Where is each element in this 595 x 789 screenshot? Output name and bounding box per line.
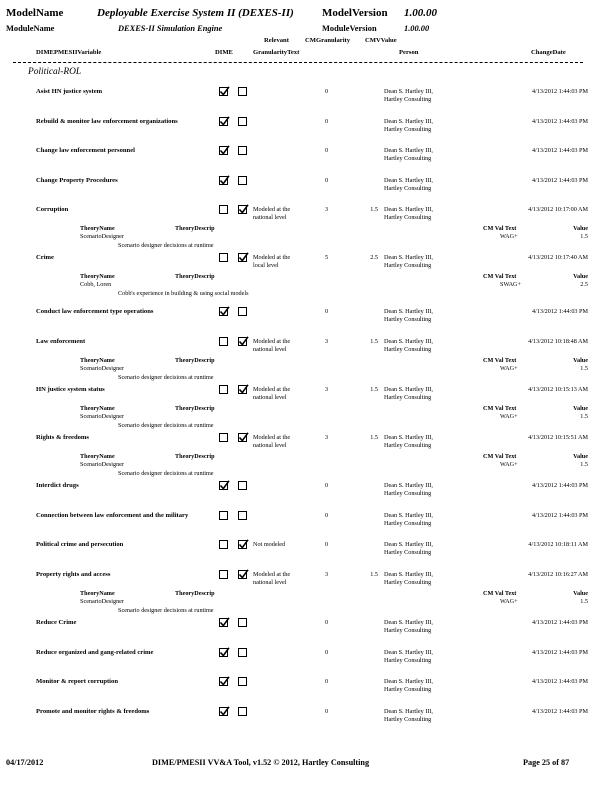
relevant-checkbox[interactable] [238,117,247,126]
granularity-text: Modeled at the local level [253,254,291,269]
theory-name: ScenarioDesigner [80,461,124,468]
relevant-checkbox[interactable] [238,540,247,549]
theory-descrip: Scenario designer decisions at runtime [118,422,214,429]
cmv-value: 1.5 [370,338,378,345]
variable-name: Property rights and access [36,571,111,578]
change-date: 4/13/2012 1:44:03 PM [531,177,588,184]
change-date: 4/13/2012 1:44:03 PM [531,482,588,489]
relevant-checkbox[interactable] [238,253,247,262]
record-row [0,205,595,249]
col-granularity-text: GranularityText [253,49,300,56]
cm-val-text-label: CM Val Text [483,225,517,232]
person-name: Dean S. Hartley III, [384,147,433,154]
theory-name-label: TheoryName [80,590,115,597]
dime-checkbox[interactable] [219,648,228,657]
theory-name: ScenarioDesigner [80,598,124,605]
person-company: Hartley Consulting [384,346,432,353]
person-company: Hartley Consulting [384,126,432,133]
col-person: Person [399,49,419,56]
relevant-checkbox[interactable] [238,337,247,346]
change-date: 4/13/2012 1:44:03 PM [531,708,588,715]
theory-descrip-label: TheoryDescrip [175,405,215,412]
cm-granularity: 0 [325,482,329,489]
variable-name: Reduce organized and gang-related crime [36,649,154,656]
change-date: 4/13/2012 10:18:11 AM [528,541,588,548]
relevant-checkbox[interactable] [238,570,247,579]
variable-name: Corruption [36,206,69,213]
person-company: Hartley Consulting [384,549,432,556]
dime-checkbox[interactable] [219,176,228,185]
relevant-checkbox[interactable] [238,176,247,185]
col-cm-granularity: CMGranularity [305,37,351,44]
granularity-text: Not modeled [253,541,286,548]
module-name-value: DEXES-II Simulation Engine [118,24,223,33]
person-company: Hartley Consulting [384,262,432,269]
theory-descrip-label: TheoryDescrip [175,225,215,232]
cm-granularity: 5 [325,254,329,261]
record-row [0,677,595,693]
record-row [0,648,595,664]
change-date: 4/13/2012 10:17:00 AM [528,206,588,213]
cm-val-text: WAG+ [500,413,518,420]
theory-descrip: Scenario designer decisions at runtime [118,374,214,381]
footer-date: 04/17/2012 [6,758,44,767]
theory-descrip-label: TheoryDescrip [175,357,215,364]
record-row [0,433,595,477]
col-change-date: ChangeDate [531,49,566,56]
person-company: Hartley Consulting [384,155,432,162]
theory-descrip-label: TheoryDescrip [175,273,215,280]
person-name: Dean S. Hartley III, [384,678,433,685]
person-name: Dean S. Hartley III, [384,434,433,441]
record-row [0,540,595,556]
relevant-checkbox[interactable] [238,618,247,627]
change-date: 4/13/2012 1:44:03 PM [531,308,588,315]
model-version-value: 1.00.00 [404,7,437,19]
granularity-text: Modeled at the national level [253,434,291,449]
relevant-checkbox[interactable] [238,385,247,394]
cm-val-text-label: CM Val Text [483,405,517,412]
dime-checkbox[interactable] [219,511,228,520]
theory-name: Cobb, Loren [80,281,112,288]
cm-granularity: 0 [325,308,329,315]
granularity-text: Modeled at the national level [253,386,291,401]
cm-val-text-label: CM Val Text [483,357,517,364]
theory-descrip: Scenario designer decisions at runtime [118,242,214,249]
theory-descrip-label: TheoryDescrip [175,590,215,597]
theory-name-label: TheoryName [80,225,115,232]
col-cmv-value: CMVValue [365,37,397,44]
dime-checkbox[interactable] [219,117,228,126]
person-name: Dean S. Hartley III, [384,541,433,548]
change-date: 4/13/2012 10:18:48 AM [528,338,588,345]
variable-name: Monitor & report corruption [36,678,118,685]
model-version-label: ModelVersion [322,7,388,19]
person-company: Hartley Consulting [384,686,432,693]
variable-name: HN justice system status [36,386,105,393]
record-row [0,570,595,614]
theory-name-label: TheoryName [80,405,115,412]
cmv-value: 1.5 [370,206,378,213]
change-date: 4/13/2012 1:44:03 PM [531,619,588,626]
dime-checkbox[interactable] [219,307,228,316]
record-row [0,146,595,162]
relevant-checkbox[interactable] [238,707,247,716]
cm-val-text-label: CM Val Text [483,590,517,597]
header-divider [13,62,583,63]
granularity-text: Modeled at the national level [253,206,291,221]
cm-granularity: 0 [325,147,329,154]
change-date: 4/13/2012 10:15:51 AM [528,434,588,441]
variable-name: Political crime and persecution [36,541,124,548]
cm-granularity: 0 [325,118,329,125]
footer-tool: DIME/PMESII VV&A Tool, v1.52 © 2012, Hartley Consulting [152,758,370,767]
cmv-value: 2.5 [370,254,378,261]
granularity-text: Modeled at the national level [253,338,291,353]
variable-name: Reduce Crime [36,619,77,626]
theory-name-label: TheoryName [80,273,115,280]
person-name: Dean S. Hartley III, [384,571,433,578]
cmv-value: 1.5 [370,434,378,441]
record-row [0,385,595,429]
person-company: Hartley Consulting [384,185,432,192]
dime-checkbox[interactable] [219,707,228,716]
change-date: 4/13/2012 10:17:40 AM [528,254,588,261]
person-name: Dean S. Hartley III, [384,619,433,626]
cm-granularity: 3 [325,338,329,345]
change-date: 4/13/2012 1:44:03 PM [531,678,588,685]
record-row [0,176,595,192]
variable-name: Promote and monitor rights & freedoms [36,708,150,715]
model-name-label: ModelName [6,7,64,19]
person-company: Hartley Consulting [384,520,432,527]
relevant-checkbox[interactable] [238,433,247,442]
person-name: Dean S. Hartley III, [384,254,433,261]
relevant-checkbox[interactable] [238,648,247,657]
record-row [0,618,595,634]
col-variable: DIMEPMESIIVariable [36,49,102,56]
cm-granularity: 0 [325,541,329,548]
record-row [0,253,595,297]
theory-name: ScenarioDesigner [80,233,124,240]
cm-granularity: 3 [325,206,329,213]
theory-value: 2.5 [580,281,588,288]
person-company: Hartley Consulting [384,657,432,664]
col-dime: DIME [215,49,233,56]
theory-descrip: Cobb's experience in building & using social models [118,290,249,297]
cm-granularity: 0 [325,678,329,685]
dime-checkbox[interactable] [219,146,228,155]
cm-granularity: 3 [325,571,329,578]
theory-descrip: Scenario designer decisions at runtime [118,607,214,614]
theory-descrip: Scenario designer decisions at runtime [118,470,214,477]
variable-name: Law enforcement [36,338,86,345]
person-company: Hartley Consulting [384,716,432,723]
relevant-checkbox[interactable] [238,87,247,96]
person-company: Hartley Consulting [384,96,432,103]
footer-page: Page 25 of 87 [523,758,570,767]
module-version-value: 1.00.00 [404,24,430,33]
cmv-value: 1.5 [370,571,378,578]
person-company: Hartley Consulting [384,627,432,634]
theory-value: 1.5 [580,598,588,605]
cm-granularity: 0 [325,88,329,95]
cm-val-text: WAG+ [500,461,518,468]
person-name: Dean S. Hartley III, [384,386,433,393]
record-row [0,707,595,723]
change-date: 4/13/2012 10:16:27 AM [528,571,588,578]
person-name: Dean S. Hartley III, [384,649,433,656]
value-label: Value [573,357,588,364]
record-row [0,117,595,133]
person-company: Hartley Consulting [384,579,432,586]
person-name: Dean S. Hartley III, [384,118,433,125]
cm-granularity: 0 [325,619,329,626]
theory-name-label: TheoryName [80,453,115,460]
cm-val-text: WAG+ [500,365,518,372]
value-label: Value [573,590,588,597]
cm-granularity: 3 [325,434,329,441]
record-row [0,307,595,323]
theory-value: 1.5 [580,461,588,468]
section-title: Political-ROL [28,67,82,77]
dime-checkbox[interactable] [219,618,228,627]
person-name: Dean S. Hartley III, [384,308,433,315]
cm-val-text-label: CM Val Text [483,453,517,460]
relevant-checkbox[interactable] [238,481,247,490]
cm-granularity: 0 [325,649,329,656]
change-date: 4/13/2012 1:44:03 PM [531,649,588,656]
record-row [0,337,595,381]
theory-value: 1.5 [580,365,588,372]
relevant-checkbox[interactable] [238,307,247,316]
variable-name: Rebuild & monitor law enforcement organizations [36,118,178,125]
relevant-checkbox[interactable] [238,511,247,520]
change-date: 4/13/2012 1:44:03 PM [531,118,588,125]
person-name: Dean S. Hartley III, [384,177,433,184]
dime-checkbox[interactable] [219,481,228,490]
dime-checkbox[interactable] [219,253,228,262]
cm-granularity: 3 [325,386,329,393]
cm-granularity: 0 [325,512,329,519]
dime-checkbox[interactable] [219,205,228,214]
variable-name: Crime [36,254,54,261]
relevant-checkbox[interactable] [238,146,247,155]
dime-checkbox[interactable] [219,87,228,96]
dime-checkbox[interactable] [219,570,228,579]
theory-value: 1.5 [580,413,588,420]
variable-name: Change Property Procedures [36,177,118,184]
person-name: Dean S. Hartley III, [384,482,433,489]
theory-descrip-label: TheoryDescrip [175,453,215,460]
dime-checkbox[interactable] [219,540,228,549]
value-label: Value [573,225,588,232]
cm-val-text: WAG+ [500,233,518,240]
cm-val-text: WAG+ [500,598,518,605]
relevant-checkbox[interactable] [238,205,247,214]
cm-granularity: 0 [325,177,329,184]
granularity-text: Modeled at the national level [253,571,291,586]
record-row [0,481,595,497]
cm-val-text-label: CM Val Text [483,273,517,280]
record-row [0,87,595,103]
person-company: Hartley Consulting [384,490,432,497]
model-name-value: Deployable Exercise System II (DEXES-II) [97,7,294,19]
person-company: Hartley Consulting [384,394,432,401]
theory-name: ScenarioDesigner [80,413,124,420]
change-date: 4/13/2012 1:44:03 PM [531,88,588,95]
record-row [0,511,595,527]
variable-name: Asist HN justice system [36,88,103,95]
change-date: 4/13/2012 1:44:03 PM [531,512,588,519]
module-name-label: ModuleName [6,24,55,33]
cm-granularity: 0 [325,708,329,715]
person-name: Dean S. Hartley III, [384,88,433,95]
variable-name: Connection between law enforcement and the military [36,512,189,519]
variable-name: Interdict drugs [36,482,79,489]
person-company: Hartley Consulting [384,442,432,449]
variable-name: Rights & freedoms [36,434,89,441]
dime-checkbox[interactable] [219,433,228,442]
theory-value: 1.5 [580,233,588,240]
module-version-label: ModuleVersion [322,24,377,33]
person-name: Dean S. Hartley III, [384,512,433,519]
cm-val-text: SWAG+ [500,281,522,288]
dime-checkbox[interactable] [219,677,228,686]
variable-name: Conduct law enforcement type operations [36,308,154,315]
change-date: 4/13/2012 10:15:13 AM [528,386,588,393]
theory-name: ScenarioDesigner [80,365,124,372]
value-label: Value [573,405,588,412]
variable-name: Change law enforcement personnel [36,147,135,154]
change-date: 4/13/2012 1:44:03 PM [531,147,588,154]
col-relevant: Relevant [264,37,289,44]
person-company: Hartley Consulting [384,316,432,323]
person-name: Dean S. Hartley III, [384,206,433,213]
relevant-checkbox[interactable] [238,677,247,686]
cmv-value: 1.5 [370,386,378,393]
theory-name-label: TheoryName [80,357,115,364]
person-name: Dean S. Hartley III, [384,708,433,715]
value-label: Value [573,453,588,460]
value-label: Value [573,273,588,280]
person-name: Dean S. Hartley III, [384,338,433,345]
dime-checkbox[interactable] [219,337,228,346]
person-company: Hartley Consulting [384,214,432,221]
dime-checkbox[interactable] [219,385,228,394]
